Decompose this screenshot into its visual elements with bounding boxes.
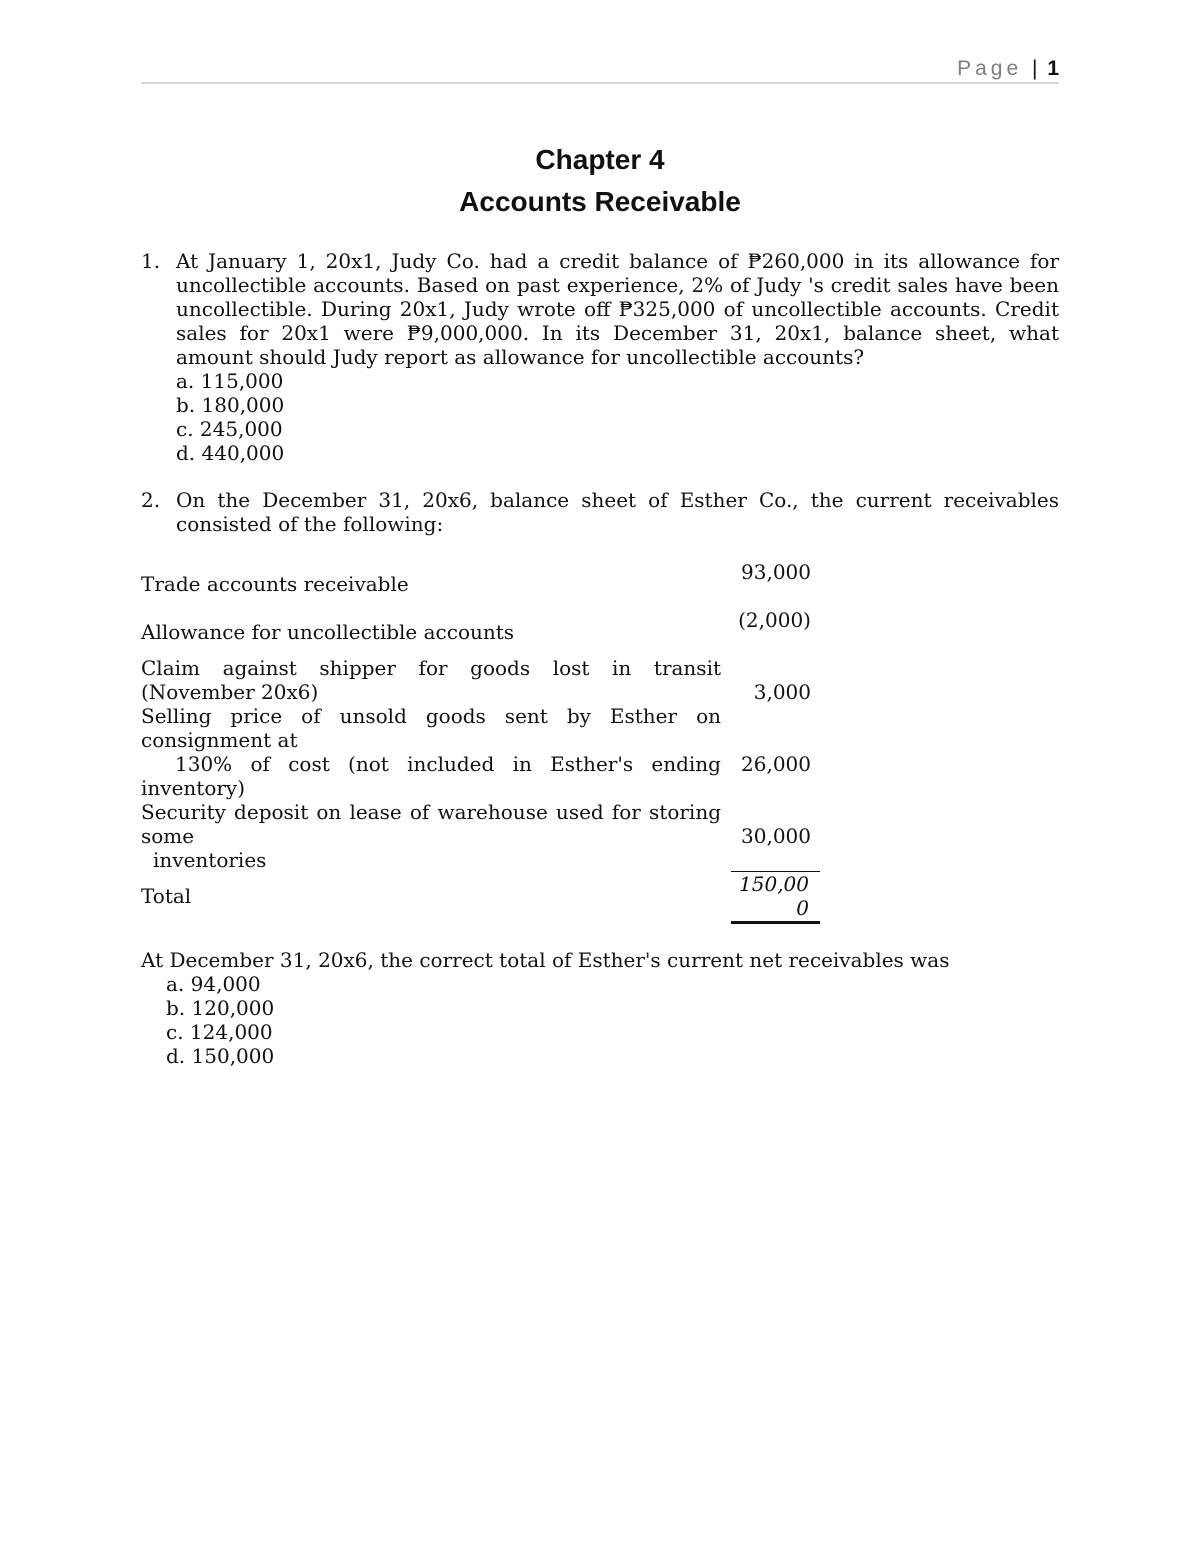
question-1-text: At January 1, 20x1, Judy Co. had a credit balance of ₱260,000 in its allowance for uncollectible accounts. Based on past experience, 2% of Judy 's credit sales have been uncollectible. During 20x1, Judy wrote off ₱325,000 of uncollectible accounts. Credit sales for 20x1 were ₱9,000,000. In its December 31, 20x1, balance sheet, what amount should Judy report as allowance for uncollectible accounts? xyxy=(176,249,1059,369)
page-label: Page xyxy=(957,57,1023,80)
total-double-rule xyxy=(731,921,820,924)
row-value: (2,000) xyxy=(738,608,811,632)
total-label: Total xyxy=(141,884,192,908)
option-d: d. 440,000 xyxy=(176,441,285,465)
question-2-number: 2. xyxy=(141,488,161,512)
row-label-continued: inventories xyxy=(153,848,267,872)
page-separator: | xyxy=(1032,57,1038,80)
option-b: b. 180,000 xyxy=(176,393,285,417)
row-label: Security deposit on lease of warehouse used for storing some xyxy=(141,800,721,848)
row-label: Selling price of unsold goods sent by Esther on consignment at xyxy=(141,704,721,752)
option-a: a. 115,000 xyxy=(176,369,284,393)
row-value: 93,000 xyxy=(741,560,811,584)
total-value: 150,000 xyxy=(739,872,809,920)
row-value: 26,000 xyxy=(741,752,811,776)
option-b: b. 120,000 xyxy=(166,996,275,1020)
row-label-continued: 130% of cost (not included in Esther's ending inventory) xyxy=(141,752,721,800)
option-c: c. 124,000 xyxy=(166,1020,273,1044)
row-label: Trade accounts receivable xyxy=(141,572,409,596)
question-1-number: 1. xyxy=(141,249,161,273)
option-d: d. 150,000 xyxy=(166,1044,275,1068)
option-c: c. 245,000 xyxy=(176,417,283,441)
subject-title: Accounts Receivable xyxy=(459,186,741,217)
page-number: 1 xyxy=(1047,57,1059,80)
row-value: 3,000 xyxy=(753,680,811,704)
header-rule xyxy=(141,82,1059,84)
page-header xyxy=(141,56,1059,82)
option-a: a. 94,000 xyxy=(166,972,261,996)
row-value: 30,000 xyxy=(741,824,811,848)
row-label: Claim against shipper for goods lost in transit (November 20x6) xyxy=(141,656,721,704)
chapter-title: Chapter 4 xyxy=(535,144,665,175)
question-2-text: On the December 31, 20x6, balance sheet of Esther Co., the current receivables consisted of the following: xyxy=(176,488,1059,536)
row-label: Allowance for uncollectible accounts xyxy=(141,620,515,644)
question-2-closing: At December 31, 20x6, the correct total of Esther's current net receivables was xyxy=(141,948,950,972)
question-1-options xyxy=(176,369,284,465)
question-2-options xyxy=(166,972,274,1068)
